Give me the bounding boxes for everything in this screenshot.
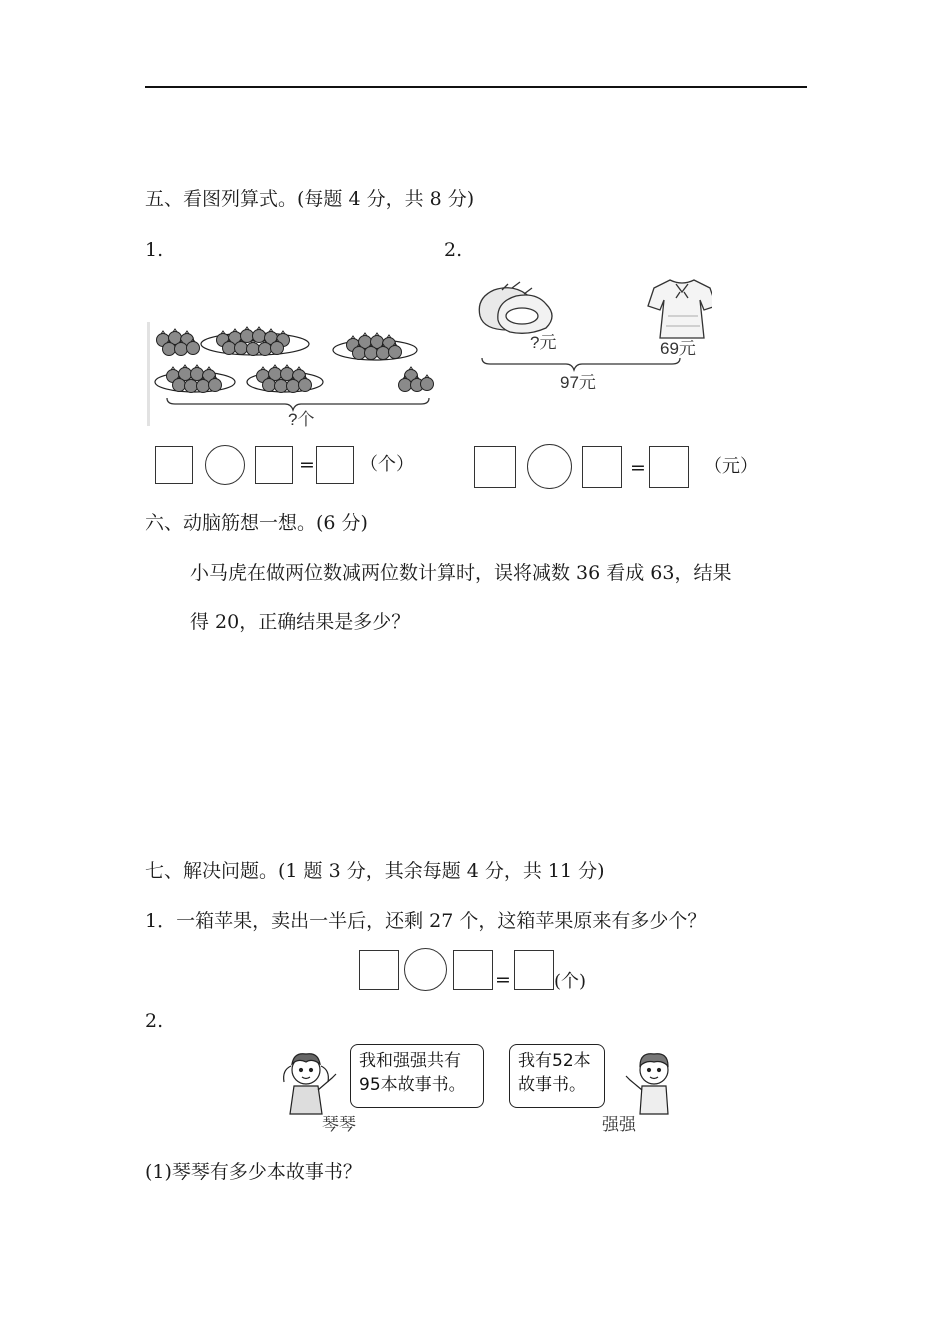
boy-speech-bubble [509,1044,605,1108]
q2-box-result[interactable] [649,446,689,488]
girl-name: 琴琴 [322,1115,356,1135]
shoes-icon [479,282,552,333]
shoes-price: ?元 [530,333,557,352]
s7-q1-equals-sign: = [495,969,511,991]
q2-operator-circle[interactable] [527,444,572,489]
q1-unit: （个） [360,454,414,475]
q2-unit: （元） [704,456,758,477]
section5-heading: 五、看图列算式。(每题 4 分，共 8 分) [145,188,475,210]
boy-bubble-line2: 故事书。 [518,1075,586,1095]
girl-bubble-line1: 我和强强共有 [359,1051,461,1071]
boy-bubble-line1: 我有52本 [518,1051,591,1071]
dress-icon [648,280,712,338]
q1-box-1[interactable] [155,446,193,484]
girl-speech-bubble [350,1044,484,1108]
total-price: 97元 [560,373,596,392]
q1-number: 1. [145,239,164,261]
s7-q1-unit: (个) [554,971,587,992]
q1-equals-sign: = [299,454,315,476]
section6-line2: 得 20，正确结果是多少？ [190,611,411,633]
section6-heading: 六、动脑筋想一想。(6 分) [145,512,368,534]
loose-tomatoes-left [157,329,200,356]
s7-q2-number: 2. [145,1010,164,1032]
section6-line1: 小马虎在做两位数减两位数计算时，误将减数 36 看成 63，结果 [190,562,732,584]
q2-equals-sign: = [630,457,646,479]
q1-box-result[interactable] [316,446,354,484]
header-rule [145,86,807,88]
section7-heading: 七、解决问题。(1 题 3 分，其余每题 4 分，共 11 分) [145,860,605,882]
q2-number: 2. [444,239,463,261]
s7-q1-box-1[interactable] [359,950,399,990]
girl-figure [276,1048,342,1118]
girl-bubble-line2: 95本故事书。 [359,1075,466,1095]
q1-brace-label: ?个 [288,410,315,429]
s7-q1-box-result[interactable] [514,950,554,990]
q1-operator-circle[interactable] [205,445,245,485]
q2-box-2[interactable] [582,446,622,488]
loose-tomatoes-right [399,367,434,392]
shoes-dress-illustration [472,276,712,376]
s7-q1-box-2[interactable] [453,950,493,990]
boy-figure [622,1048,678,1118]
section7-q1-text: 1．一箱苹果，卖出一半后，还剩 27 个，这箱苹果原来有多少个？ [145,910,707,932]
boy-name: 强强 [602,1115,636,1135]
q2-box-1[interactable] [474,446,516,488]
s7-q2-sub1: (1)琴琴有多少本故事书？ [145,1161,362,1183]
s7-q1-operator-circle[interactable] [404,948,447,991]
dress-price: 69元 [660,339,696,358]
q1-box-2[interactable] [255,446,293,484]
